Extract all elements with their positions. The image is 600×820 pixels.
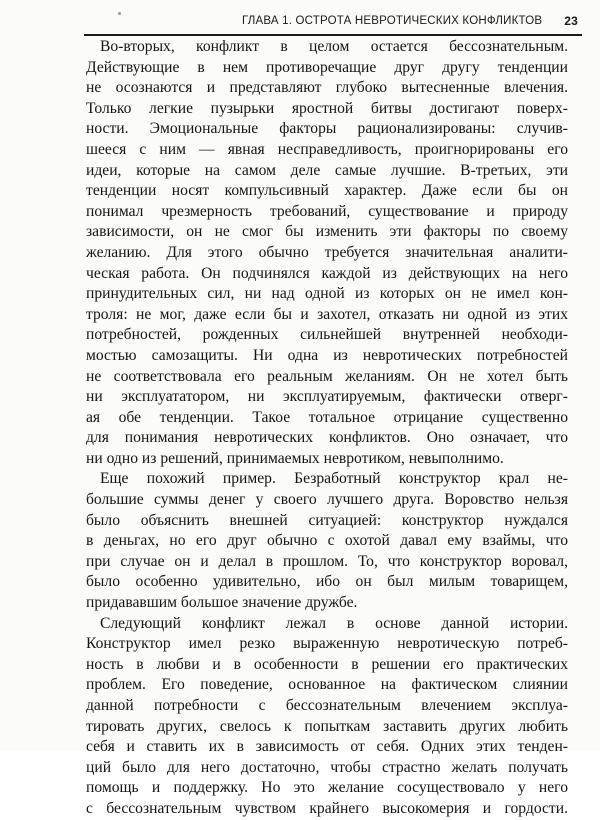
page-number: 23 (564, 14, 578, 28)
text-line: Во-вторых, конфликт в целом остается бессознательным. (100, 38, 568, 55)
text-line: понимал чрезмерность требований, существование и природу (86, 202, 568, 220)
text-line: Еще похожий пример. Безработный конструктор крал не- (100, 470, 568, 488)
text-line: зависимости, он не смог бы изменить эти факторы по своему (86, 223, 568, 241)
text-line: ций было для него достаточно, чтобы страстно желать получать (86, 758, 568, 776)
text-line: ая обе тенденции. Такое тотальное отрицание существенно (86, 408, 568, 426)
text-line: Только легкие пузырьки яростной битвы достигают поверх- (86, 99, 568, 117)
text-line: желанию. Для этого обычно требуется значительная аналити- (86, 243, 568, 261)
text-line: шееся с ним — явная несправедливость, проигнорированы его (86, 140, 568, 158)
text-line: было объяснить внешней ситуацией: конструктор нуждался (86, 511, 568, 529)
text-line: тировать других, свелось к попыткам заставить других любить (86, 717, 568, 735)
text-line: в деньгах, но его друг обычно с охотой давал ему взаймы, что (86, 532, 568, 550)
chapter-title: ГЛАВА 1. ОСТРОТА НЕВРОТИЧЕСКИХ КОНФЛИКТОВ (241, 15, 543, 27)
text-line: принудительных сил, ни над одной из которых он не имел кон- (86, 285, 568, 303)
text-line: ни эксплуататором, ни эксплуатируемым, фактически отверг- (86, 388, 568, 406)
text-line: данной потребности с бессознательным влечением эксплуа- (86, 697, 568, 714)
text-line: Следующий конфликт лежал в основе данной истории. (100, 614, 568, 632)
text-line: Конструктор имел резко выраженную невротическую потреб- (86, 635, 568, 653)
text-line: не соответствовала его реальным желаниям. Он не хотел быть (86, 367, 568, 385)
text-line: не осознаются и представляют глубоко вытесненные влечения. (86, 79, 568, 97)
text-line: потребностей, рожденных сильнейшей внутренней необходи- (86, 326, 568, 344)
text-line: помощь и поддержку. Но это желание сосуществовало у него (86, 779, 568, 797)
header-rule (84, 34, 582, 36)
text-line: себя и ставить их в зависимость от себя. Одних этих тенден- (86, 738, 568, 756)
text-line: ности. Эмоциональные факторы рационализированы: случив- (86, 120, 568, 138)
text-line: ческая работа. Он подчинялся каждой из действующих на него (86, 264, 568, 282)
body-text (86, 37, 568, 820)
text-line: Действующие в нем противоречащие друг другу тенденции (86, 58, 568, 76)
text-line: с бессознательным чувством крайнего высокомерия и гордости. (86, 799, 568, 817)
text-line: проблем. Его поведение, основанное на фактическом слиянии (86, 676, 568, 694)
text-line: мостью самозащиты. Ни одна из невротических потребностей (86, 346, 568, 364)
text-line: ность в любви и в особенности в решении его практических (86, 655, 568, 673)
running-header (84, 10, 578, 32)
text-line: придававшим большое значение дружбе. (86, 594, 358, 612)
text-line: было особенно удивительно, ибо он был милым товарищем, (86, 573, 568, 591)
text-line: идеи, которые на самом деле самые лучшие. В-третьих, эти (86, 161, 568, 179)
text-line: большие суммы денег у своего лучшего друга. Воровство нельзя (86, 491, 568, 509)
text-line: ни одно из решений, принимаемых невротиком, невыполнимо. (86, 449, 504, 467)
text-line: при случае он и делал в прошлом. То, что конструктор воровал, (86, 552, 568, 570)
text-line: для понимания невротических конфликтов. Оно означает, что (86, 429, 568, 447)
text-line: тенденции носят компульсивный характер. Даже если бы он (86, 182, 568, 200)
text-line: троля: не мог, даже если бы и захотел, отказать ни одной из этих (86, 305, 568, 323)
